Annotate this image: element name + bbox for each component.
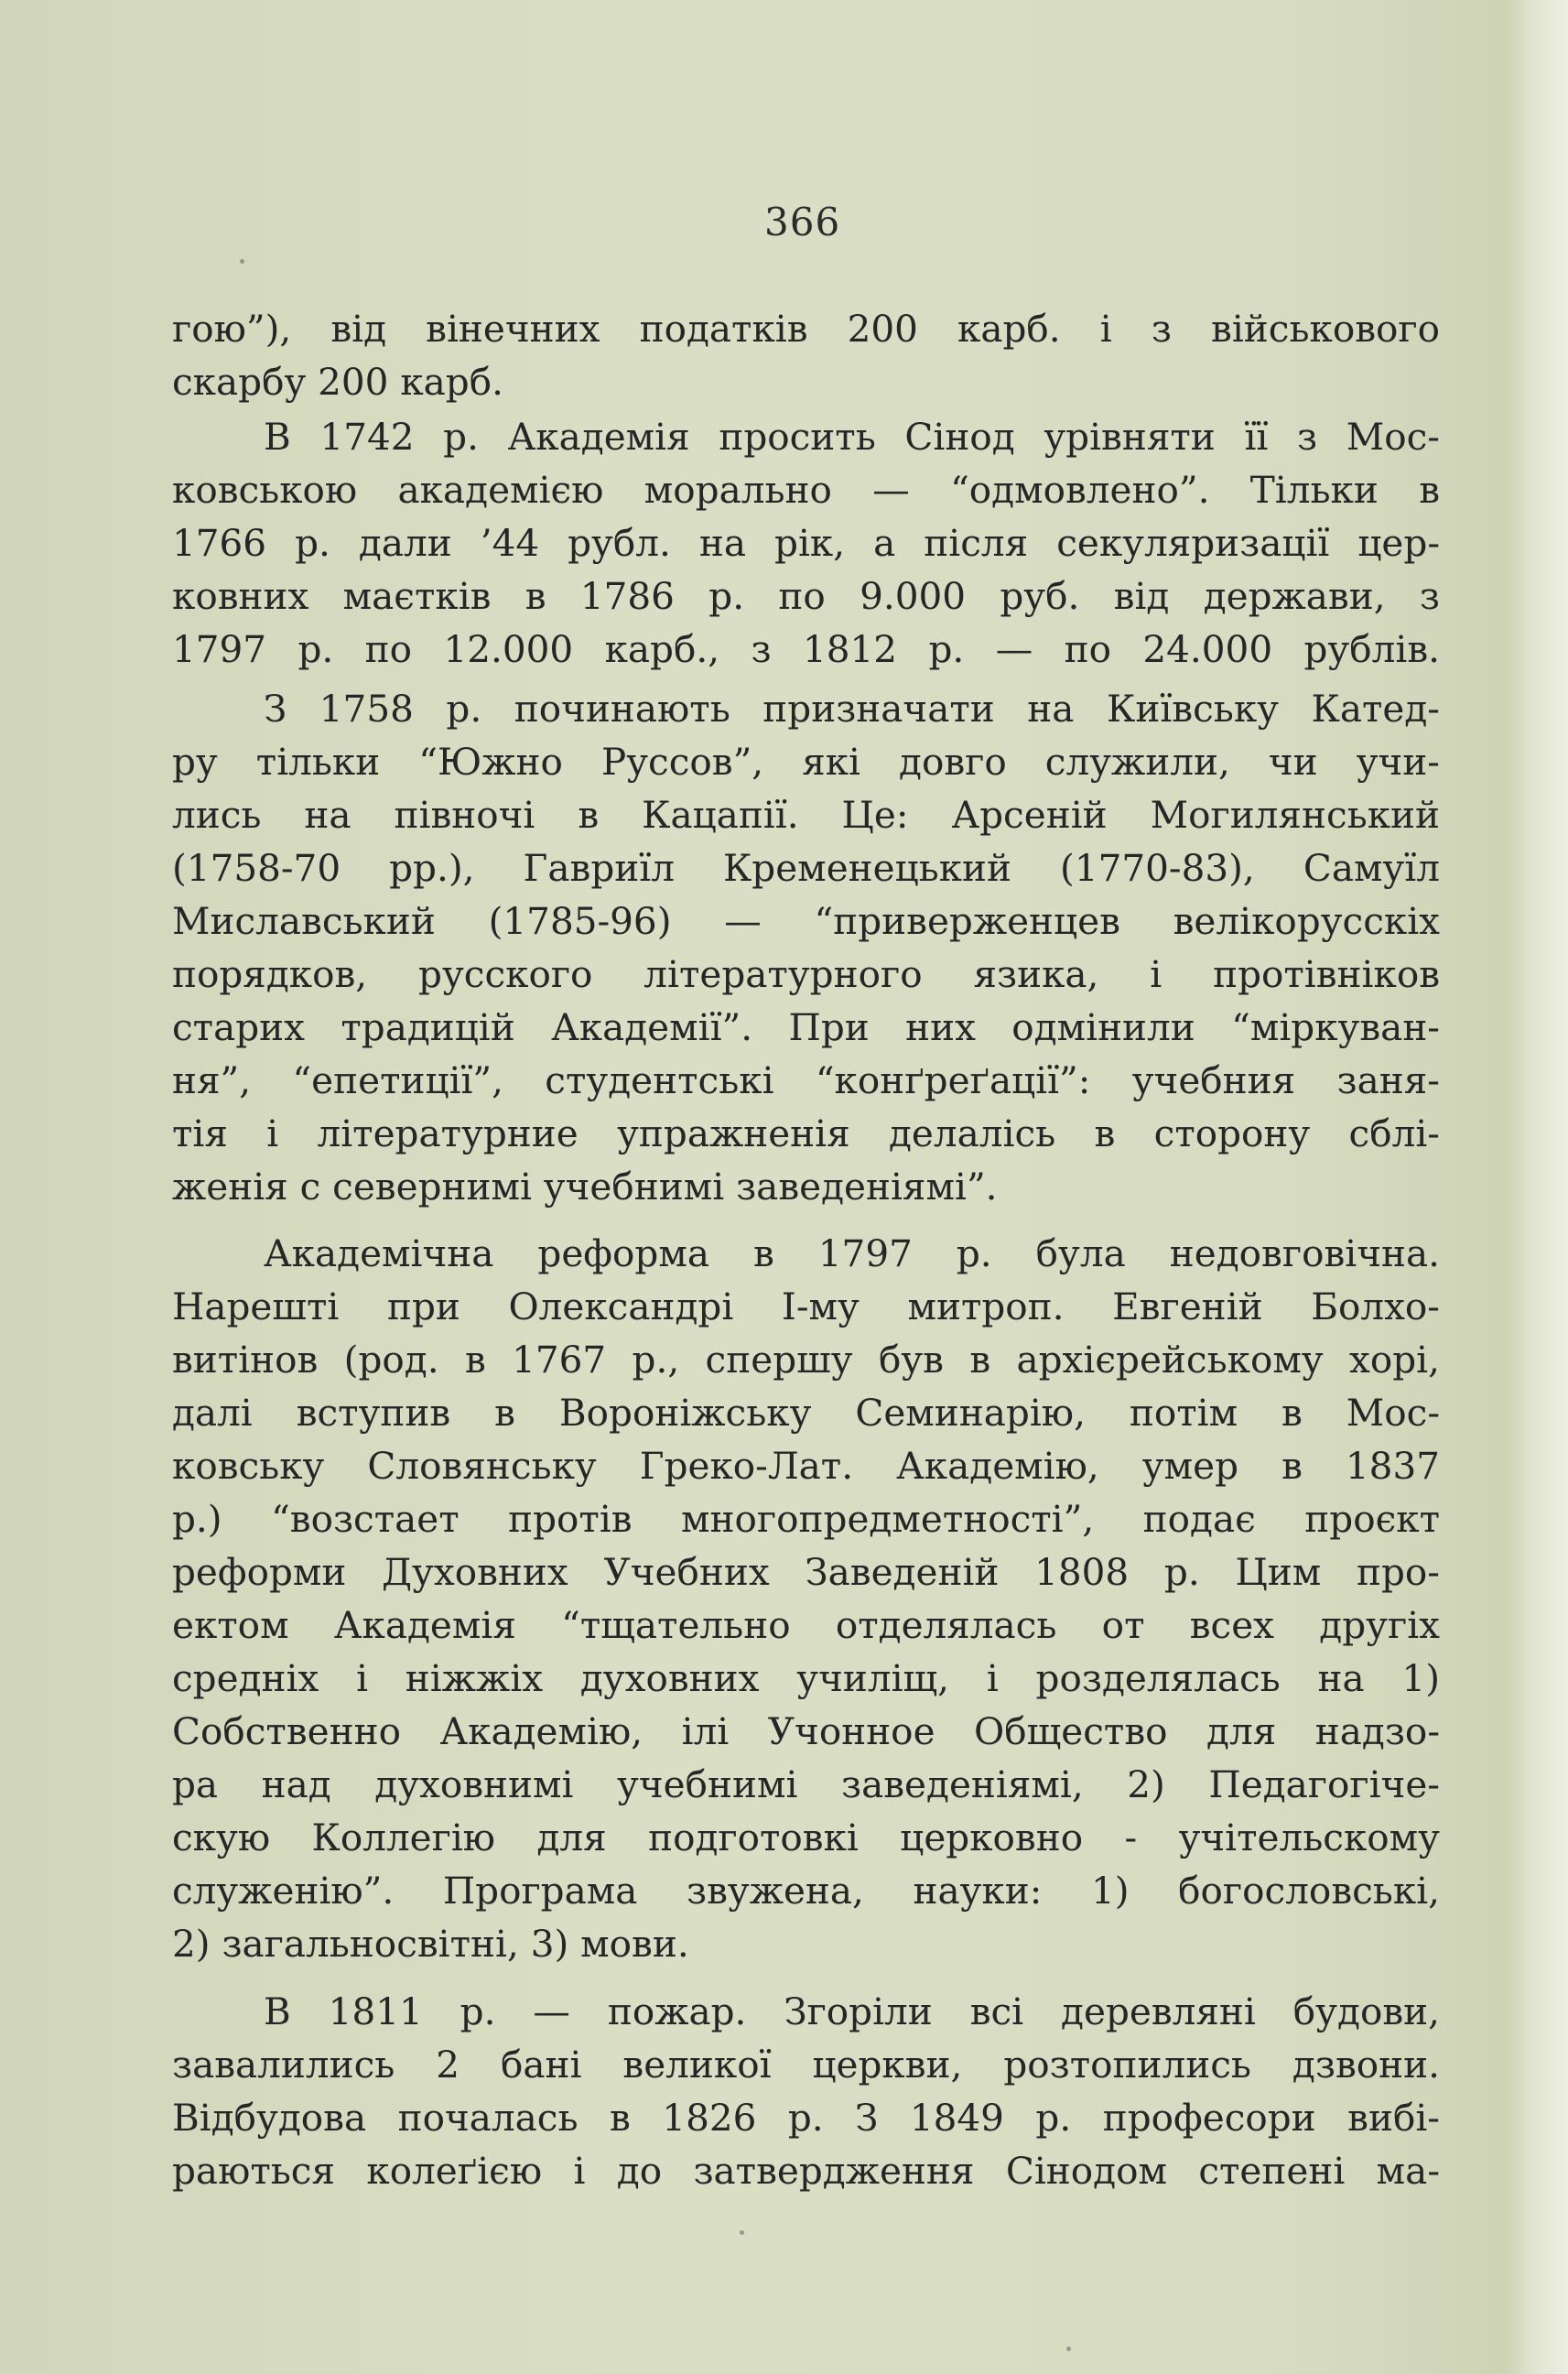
text-line: женія с севернимі учебнимі заведеніямі”.	[172, 1165, 998, 1209]
text-line: 2) загальносвітні, 3) мови.	[172, 1922, 689, 1966]
text-line: З 1758 р. починають призначати на Київську Катед-	[264, 687, 1440, 731]
paper-speck	[240, 259, 244, 264]
text-line: старих традицій Академії”. При них одмінили “міркуван-	[172, 1005, 1440, 1049]
text-line: ектом Академія “тщательно отделялась от всех другіх	[172, 1603, 1440, 1647]
text-line: ковних маєтків в 1786 р. по 9.000 руб. від держави, з	[172, 574, 1440, 618]
text-line: служенію”. Програма звужена, науки: 1) богословські,	[172, 1869, 1440, 1913]
text-line: витінов (род. в 1767 р., спершу був в архієрейському хорі,	[172, 1338, 1440, 1382]
text-line: гою”), від вінечних податків 200 карб. і з військового	[172, 307, 1440, 351]
text-line: В 1742 р. Академія просить Сінод урівняти її з Мос-	[264, 415, 1440, 459]
paragraph-3	[172, 682, 1440, 1213]
text-line: скую Коллегію для подготовкі церковно - учітельскому	[172, 1816, 1440, 1859]
text-line: скарбу 200 карб.	[172, 360, 503, 404]
text-line: 1797 р. по 12.000 карб., з 1812 р. — по 24.000 рублів.	[172, 627, 1440, 671]
text-line: лись на півночі в Кацапії. Це: Арсеній Могилянський	[172, 793, 1440, 837]
text-line: ра над духовнимі учебнимі заведеніямі, 2) Педагогіче-	[172, 1762, 1440, 1806]
text-line: Миславський (1785-96) — “приверженцев велікорусскіх	[172, 899, 1440, 943]
text-line: тія і літературние упражненія делалісь в сторону сблі-	[172, 1111, 1440, 1155]
paragraph-2	[172, 410, 1440, 676]
text-line: раються колеґією і до затвердження Сінодом степені ма-	[172, 2149, 1440, 2193]
text-line: р.) “возстает протів многопредметності”, подає проєкт	[172, 1497, 1440, 1541]
text-line: ня”, “епетиції”, студентські “конґреґації”: учебния заня-	[172, 1058, 1440, 1102]
text-line: (1758-70 рр.), Гавриїл Кременецький (1770-83), Самуїл	[172, 846, 1440, 890]
text-line: ру тільки “Южно Руссов”, які довго служили, чи учи-	[172, 740, 1440, 784]
text-line: В 1811 р. — пожар. Згоріли всі деревляні будови,	[264, 1989, 1440, 2033]
text-line: Академічна реформа в 1797 р. була недовговічна.	[264, 1231, 1440, 1275]
text-line: 1766 р. дали ’44 рубл. на рік, а після секуляризації цер-	[172, 521, 1440, 565]
text-line: Собственно Академію, ілі Учонное Общество для надзо-	[172, 1709, 1440, 1753]
text-line: Відбудова почалась в 1826 р. З 1849 р. професори вибі-	[172, 2096, 1440, 2140]
page-edge-shadow	[1513, 0, 1568, 2374]
text-line: реформи Духовних Учебних Заведеній 1808 р. Цим про-	[172, 1550, 1440, 1594]
page-number: 366	[764, 200, 841, 244]
text-line: порядков, русского літературного язика, і протівніков	[172, 952, 1440, 996]
text-line: ковську Словянську Греко-Лат. Академію, умер в 1837	[172, 1444, 1440, 1488]
paragraph-4	[172, 1227, 1440, 1970]
paper-speck	[1066, 2347, 1071, 2351]
text-line: завалились 2 бані великої церкви, розтопились дзвони.	[172, 2043, 1440, 2087]
text-line: средніх і ніжжіх духовних училіщ, і розделялась на 1)	[172, 1656, 1440, 1700]
text-line: ковською академією морально — “одмовлено”. Тільки в	[172, 468, 1440, 512]
paragraph-1	[172, 302, 1440, 408]
text-line: Нарешті при Олександрі І-му митроп. Евгеній Болхо-	[172, 1285, 1440, 1328]
paragraph-5	[172, 1985, 1440, 2197]
text-line: далі вступив в Вороніжську Семинарію, потім в Мос-	[172, 1391, 1440, 1435]
paper-speck	[740, 2230, 744, 2235]
